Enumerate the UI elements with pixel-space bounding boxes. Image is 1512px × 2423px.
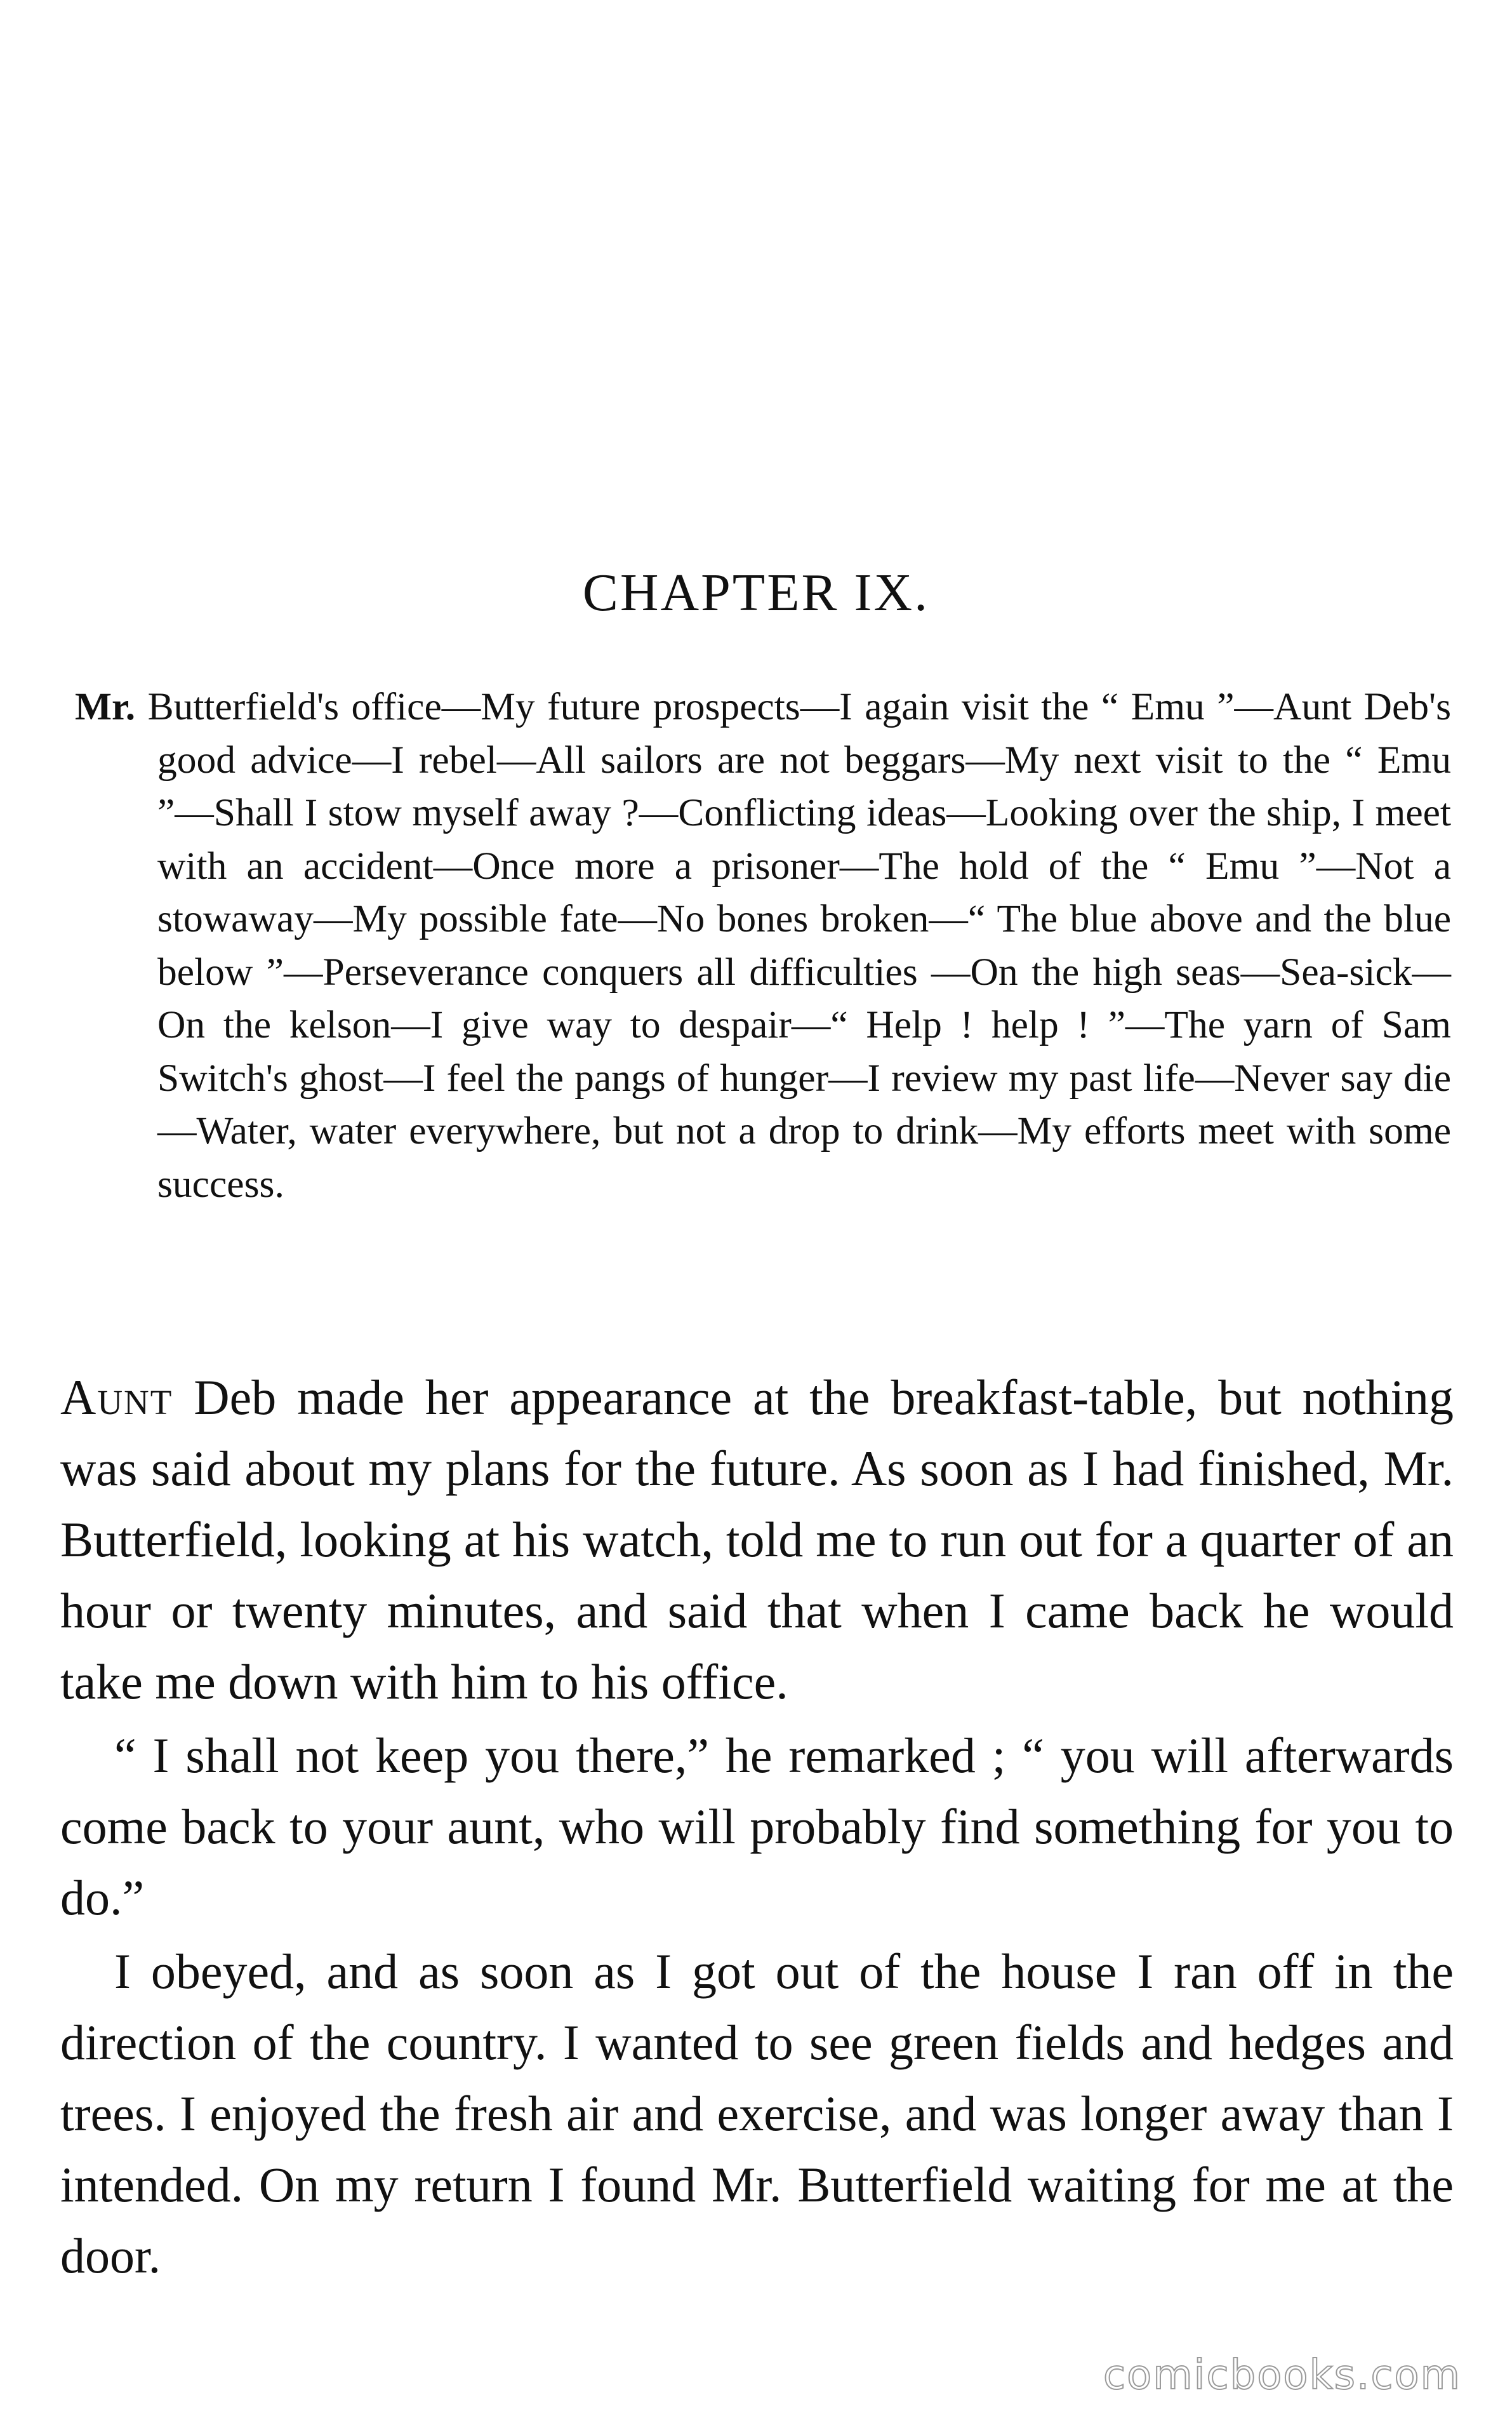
body-paragraph-1 [60, 1362, 1454, 1718]
chapter-body [60, 1362, 1454, 2294]
paragraph-lead-word: Aunt [60, 1370, 173, 1425]
paragraph-1-text: Deb made her appearance at the breakfast-table, but nothing was said about my plans for the future. As soon as I had finished, Mr. Butterfield, looking at his watch, told me to run out for a quarter of an hour or twenty minutes, and said that when I came back he would take me down with him to his office. [60, 1370, 1454, 1709]
body-paragraph-2: “ I shall not keep you there,” he remarked ; “ you will afterwards come back to your aunt, who will probably find something for you to do.” [60, 1728, 1454, 1925]
synopsis-text: Butterfield's office—My future prospects—I again visit the “ Emu ”—Aunt Deb's good advice—I rebel—All sailors are not beggars—My next visit to the “ Emu ”—Shall I stow myself away ?—Conflicting ideas—Looking over the ship, I meet with an accident—Once more a prisoner—The hold of the “ Emu ”—Not a stowaway—My possible fate—No bones broken—“ The blue above and the blue below ”—Perseverance conquers all difficulties —On the high seas—Sea-sick—On the kelson—I give way to despair—“ Help ! help ! ”—The yarn of Sam Switch's ghost—I feel the pangs of hunger—I review my past life—Never say die—Water, water everywhere, but not a drop to drink—My efforts meet with some success. [147, 685, 1452, 1206]
body-paragraph-3: I obeyed, and as soon as I got out of the house I ran off in the direction of the country. I wanted to see green fields and hedges and trees. I enjoyed the fresh air and exercise, and was longer away than I intended. On my return I found Mr. Butterfield waiting for me at the door. [60, 1944, 1454, 2283]
synopsis-lead: Mr. [75, 685, 136, 728]
chapter-heading: CHAPTER IX. [582, 563, 930, 622]
chapter-synopsis [75, 681, 1451, 1211]
site-watermark: comicbooks.com [1103, 2352, 1461, 2399]
